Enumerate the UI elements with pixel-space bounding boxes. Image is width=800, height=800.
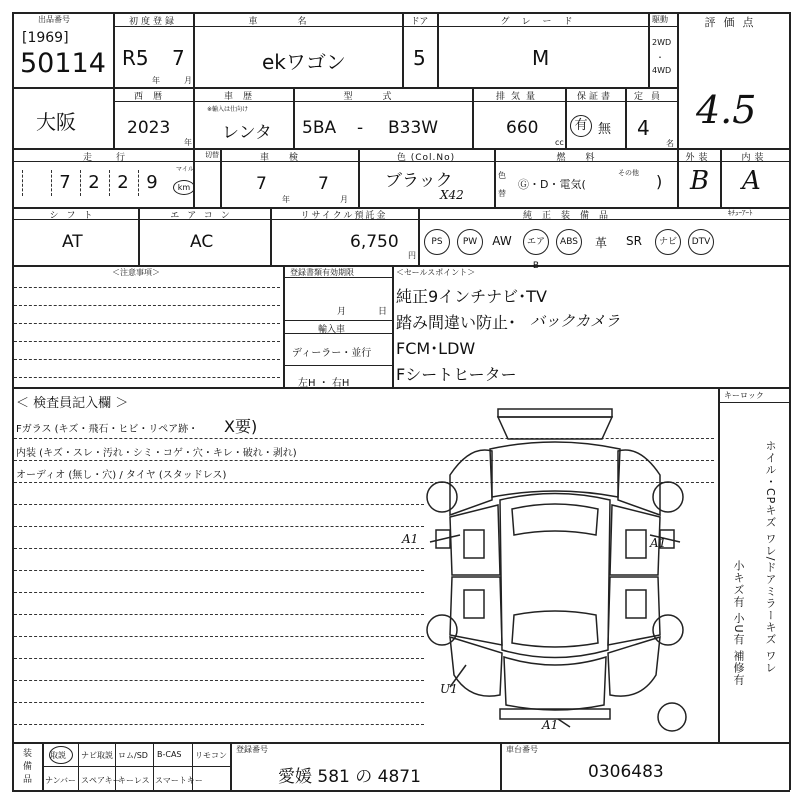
inspector-line-2: 内装 (キズ・スレ・汚れ・シミ・コゲ・穴・キレ・破れ・剥れ) [16,448,297,459]
footer-item-bcas: B-CAS [157,750,182,759]
inspection-month-unit: 月 [340,195,348,204]
footer-item-smart-key: スマートキー [155,776,203,785]
reg-no: 愛媛 581 の 4871 [278,767,421,787]
color-sub2: 替 [498,189,506,198]
inspector-title: ＜ 検査員記入欄 ＞ [16,396,129,411]
sales-point-2-hand: バックカメラ [530,312,621,330]
door-label: ドア [410,17,429,27]
lot-number-label: 出品番号 [38,15,70,24]
footer-item-plate: ナンバー [45,776,77,785]
ac: AC [190,232,214,252]
score-value: 4.5 [696,88,757,132]
history: レンタ [222,123,272,143]
first-reg-era: R5 [122,46,149,70]
interior-grade: A [742,166,761,196]
car-name: ekワゴン [262,50,346,74]
fuel-options: Ⓖ・D・電気( [518,178,586,191]
dealer-option: ディーラー・並行 [292,348,372,359]
first-reg-label: 初度登録 [128,17,177,27]
history-label: 車歴 [223,92,262,102]
color-sub1: 色 [498,171,506,180]
model-year-unit: 年 [184,138,192,147]
reg-deadline-label: 登録書類有効期限 [290,268,354,277]
equipment-item: AW [492,234,512,248]
reg-no-label: 登録番号 [236,745,268,754]
damage-mark-4: A1 [542,718,559,732]
damage-mark-1: A1 [402,532,419,546]
manual-circle [49,746,73,764]
exterior-grade: B [690,166,710,196]
mileage-digit: 2 [109,170,136,196]
footer-item-remote: リモコン [195,751,227,760]
sales-point-1: 純正9インチナビ･TV [396,287,547,306]
inspection-year: 7 [256,174,267,194]
mileage-digit: 9 [138,170,165,196]
score-label: 評価点 [704,16,762,29]
type-code: B33W [388,118,439,138]
fuel-other: その他 [618,169,639,177]
shift: AT [62,232,83,252]
capacity: 4 [637,116,650,140]
inspection-year-unit: 年 [282,195,290,204]
color-code: X42 [440,188,464,202]
footer-item-manual: 取説 [50,751,66,760]
equipment-item: 革 [594,236,607,250]
km-label: km [173,180,195,195]
color-label: 色 (Col.No) [396,153,456,163]
model-year-label: 西暦 [133,92,172,102]
deadline-month: 月 [337,307,347,317]
history-note: ※輸入は仕向け [207,106,249,113]
keylock-label: キーロック [724,391,764,400]
handle-option: 左H ・ 右H [298,378,350,389]
footer-item-spare-key: スペアキー [81,776,121,785]
warranty-no: 無 [598,122,612,137]
equipment-item: SR [626,234,642,248]
inspection-label: 車検 [259,153,318,163]
chassis-label: 車台番号 [506,745,538,754]
exterior-label: 外装 [685,153,712,163]
capacity-unit: 名 [666,139,674,148]
mile-label: マイル [176,166,194,173]
equipment-item: PS [424,229,450,255]
car-name-label: 車名 [248,17,347,27]
first-reg-year-unit: 年 [152,76,160,85]
drive-2wd: 2WD [652,38,672,47]
caution-label: ＜注意事項＞ [112,268,160,277]
recycle-fee: 6,750 [350,232,399,252]
mileage-digit: 2 [80,170,107,196]
features-label: ｷﾁｭｰｱｰﾄ [728,209,753,217]
equipment-item: エアB [523,229,549,255]
grade: M [532,46,550,70]
footer-item-keyless: キーレス [118,776,150,785]
footer-item-rom: ロム/SD [118,751,148,760]
inspection-month: 7 [318,174,329,194]
equipment-item: PW [457,229,483,255]
ac-label: エアコン [170,211,238,221]
equipment-item: DTV [688,229,714,255]
side-note-1: ホイル・CPキズ ワレ/ドアミラーキズ ワレ [764,440,777,675]
equipment-item: ABS [556,229,582,255]
trunc-label: 切替 [205,151,219,159]
chassis-no: 0306483 [588,762,664,782]
footer-item-nav-manual: ナビ取説 [81,751,113,760]
model-year: 2023 [127,118,171,138]
type-dash: - [357,118,364,138]
equipment-item: ナビ [655,229,681,255]
sales-point-4: Fシートヒーター [396,365,517,384]
displacement: 660 [506,118,539,138]
damage-mark-3: U1 [440,682,458,696]
side-note-2: 小キズ有 小U有 補修有 [732,560,745,687]
first-reg-month: 7 [172,46,185,70]
warranty-yes: 有 [570,115,592,137]
cc-unit: cc [555,138,564,147]
fuel-label: 燃料 [556,153,615,163]
displacement-label: 排気量 [495,92,541,102]
equipment-label: 純正装備品 [522,211,618,221]
deadline-day: 日 [378,307,388,317]
mileage-digits [22,166,172,202]
mileage-digit [22,170,49,196]
drive-label: 駆動 [652,15,668,24]
inspector-line-1: Fガラス (キズ・飛石・ヒビ・リペア跡・ [16,424,199,435]
sales-point-3: FCM･LDW [396,339,476,358]
grade-label: グレード [500,17,585,27]
damage-mark-2: A1 [650,536,667,550]
recycle-label: リサイクル預託金 [300,211,388,221]
shift-label: シフト [49,211,101,221]
drive-4wd: 4WD [652,66,672,75]
capacity-label: 定員 [633,92,668,102]
first-reg-month-unit: 月 [184,76,192,85]
lot-number: 50114 [20,48,106,79]
import-label: 輸入車 [318,325,346,335]
sales-point-2: 踏み間違い防止･ [396,313,517,332]
car-damage-diagram [420,405,690,740]
doors: 5 [413,46,426,70]
mileage-label: 走行 [82,153,149,163]
sales-label: ＜セールスポイント＞ [396,268,476,277]
inspector-line-1-mark: X要) [224,417,258,436]
color: ブラック [385,171,453,191]
mileage-digit: 7 [51,170,78,196]
type-label: 型式 [343,92,422,102]
fuel-close: ) [656,172,663,191]
footer-equip-label: 装備品 [21,748,31,787]
inspector-line-3: オーディオ (無し・穴) / タイヤ (スタッドレス) [16,470,227,481]
lot-year: [1969] [22,30,69,46]
drive-dot: ・ [656,53,664,62]
region: 大阪 [36,110,76,134]
interior-label: 内装 [741,153,768,163]
yen-unit: 円 [408,251,416,260]
type-prefix: 5BA [302,118,337,138]
warranty-label: 保証書 [576,92,613,102]
